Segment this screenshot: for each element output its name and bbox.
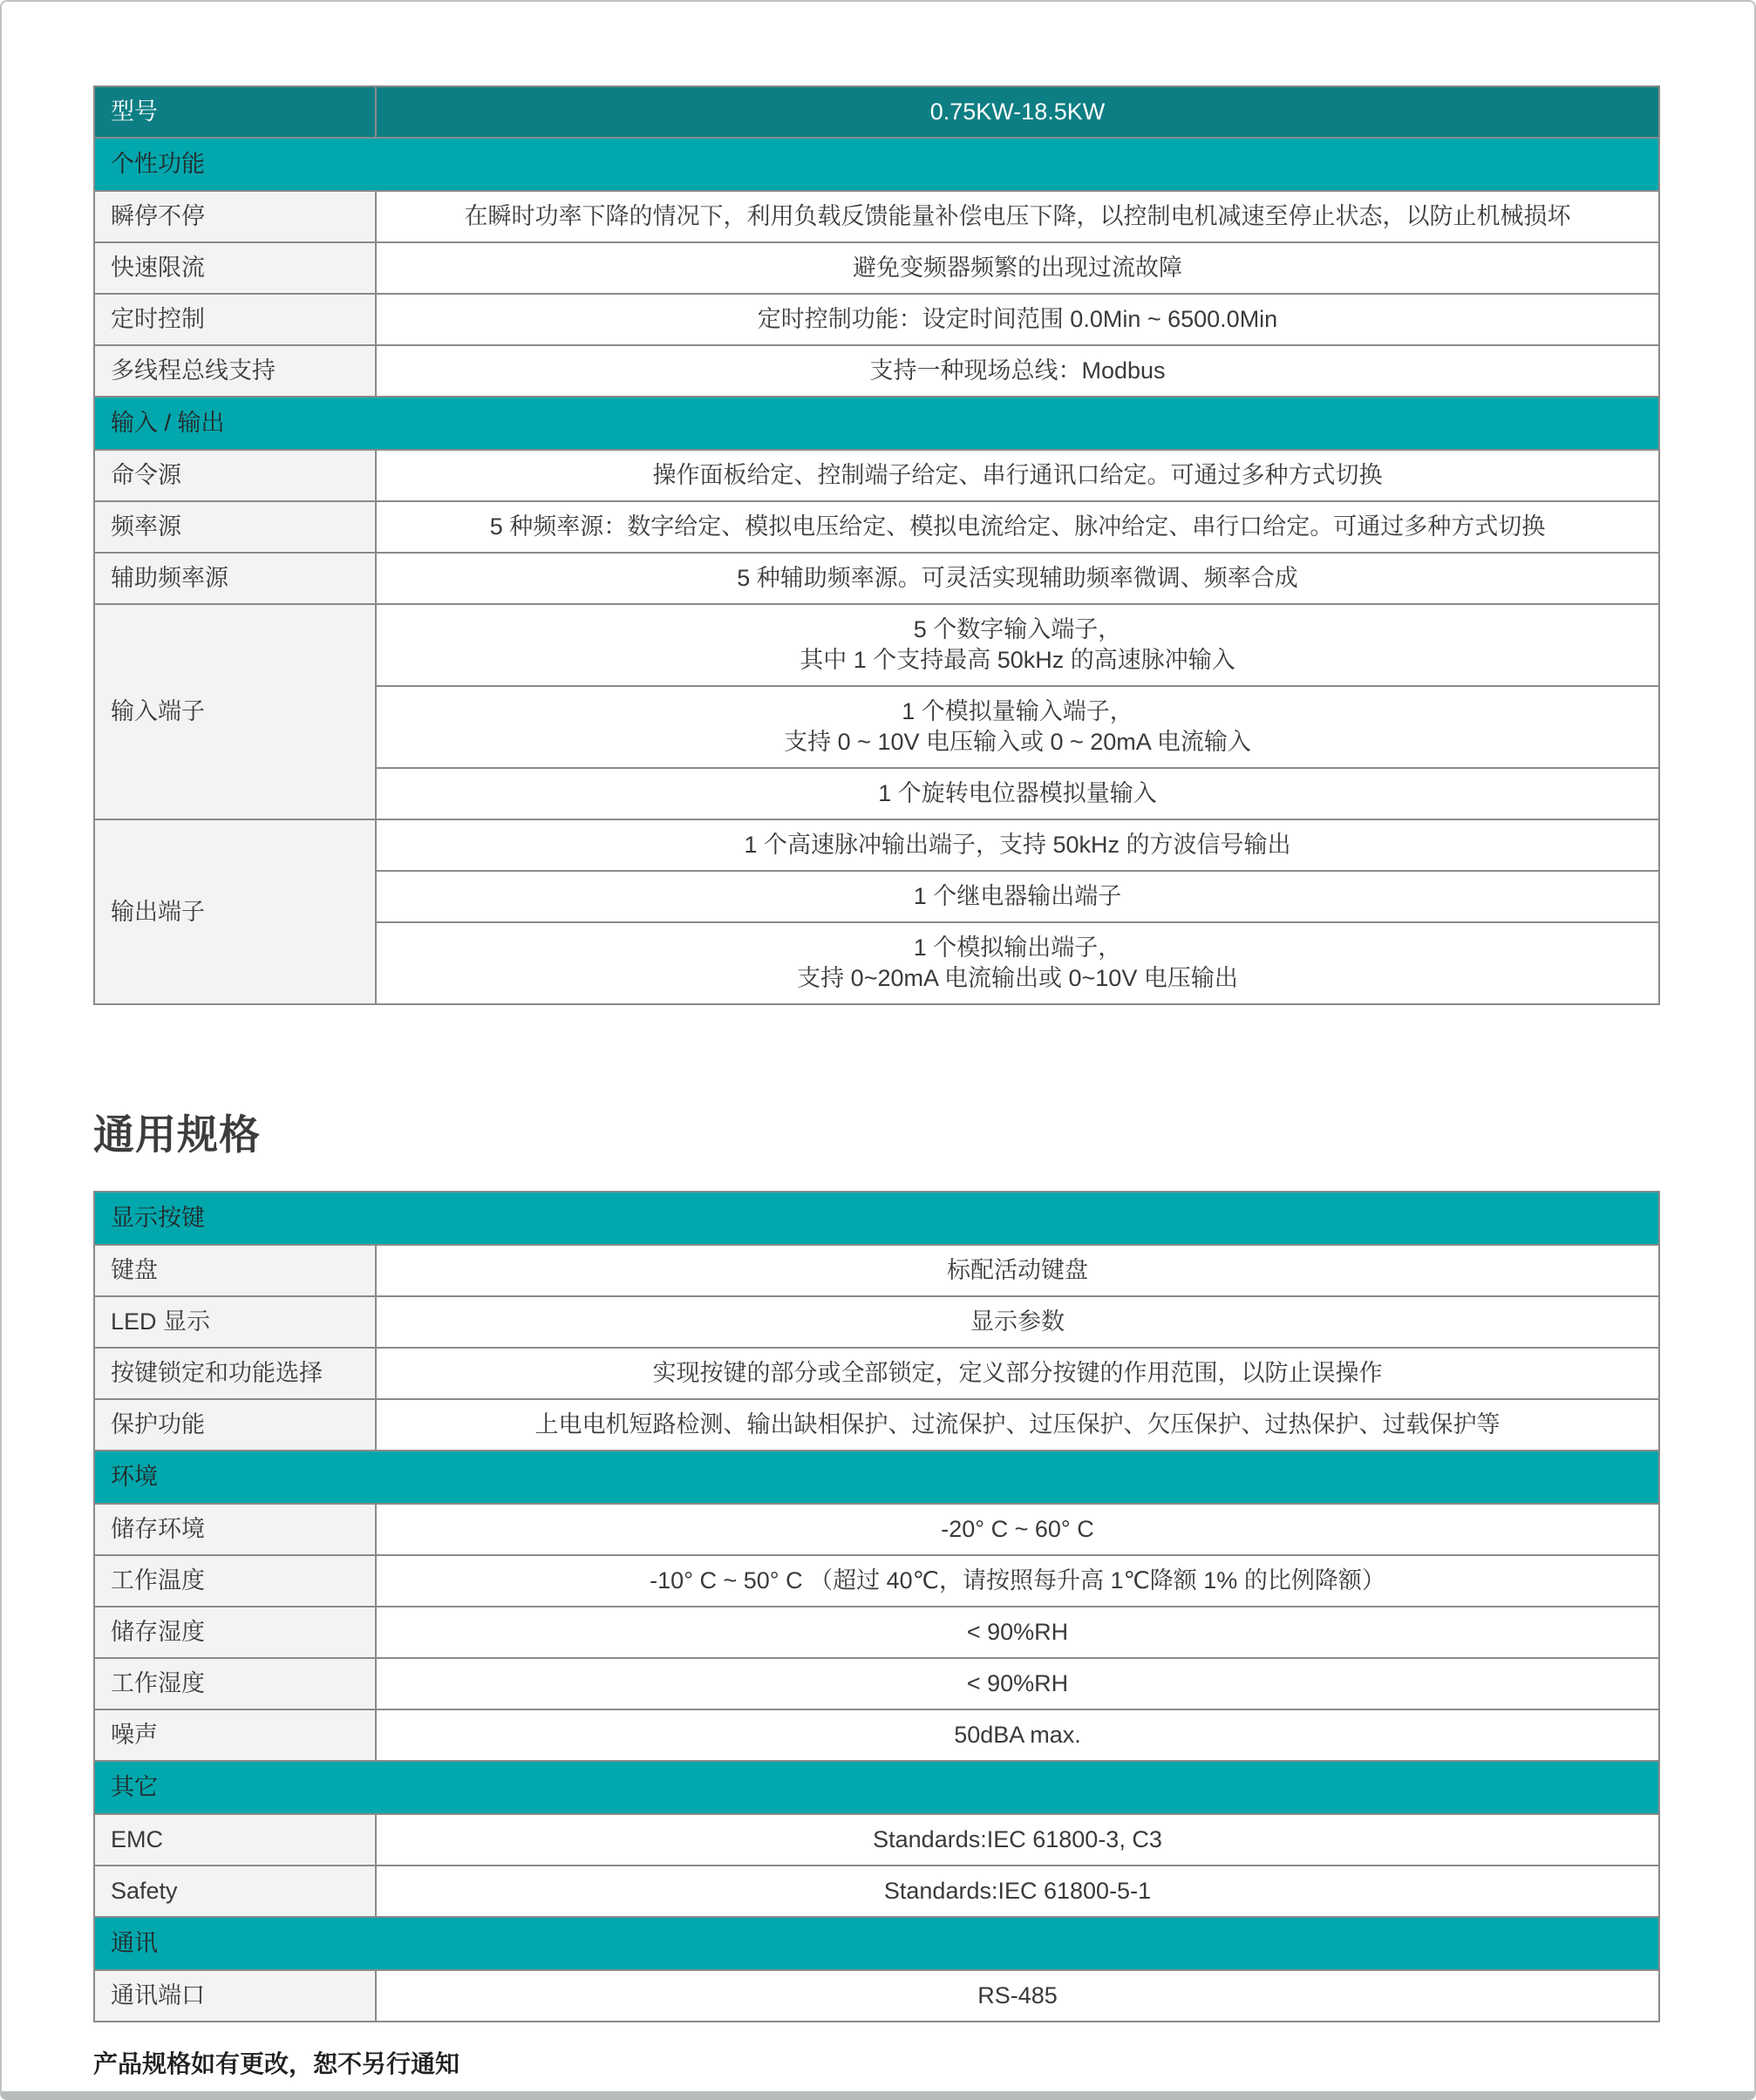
general-spec-table xyxy=(93,1191,1660,2022)
spec-row xyxy=(94,450,1659,501)
spec-row xyxy=(94,1970,1659,2022)
general-spec-title: 通用规格 xyxy=(93,1111,261,1158)
spec-label: 按键锁定和功能选择 xyxy=(94,1348,376,1399)
spec-value: 操作面板给定、控制端子给定、串行通讯口给定。可通过多种方式切换 xyxy=(376,450,1659,501)
spec-row xyxy=(94,1709,1659,1761)
spec-value: < 90%RH xyxy=(376,1658,1659,1709)
spec-label: 瞬停不停 xyxy=(94,191,376,242)
spec-label: Safety xyxy=(94,1866,376,1917)
model-value: 0.75KW-18.5KW xyxy=(376,86,1659,138)
spec-value: 避免变频器频繁的出现过流故障 xyxy=(376,242,1659,294)
section-header-label: 个性功能 xyxy=(94,138,1659,191)
spec-row xyxy=(94,553,1659,604)
model-header-row xyxy=(94,86,1659,138)
spec-value: 1 个继电器输出端子 xyxy=(376,871,1659,922)
spec-row xyxy=(94,1658,1659,1709)
spec-value: 实现按键的部分或全部锁定，定义部分按键的作用范围，以防止误操作 xyxy=(376,1348,1659,1399)
spec-row xyxy=(94,819,1659,871)
spec-row xyxy=(94,345,1659,397)
spec-label: 定时控制 xyxy=(94,294,376,345)
spec-value: 标配活动键盘 xyxy=(376,1245,1659,1296)
spec-label: 多线程总线支持 xyxy=(94,345,376,397)
spec-row xyxy=(94,191,1659,242)
spec-value: 在瞬时功率下降的情况下，利用负载反馈能量补偿电压下降，以控制电机减速至停止状态，以防止机械损坏 xyxy=(376,191,1659,242)
spec-value: 1 个旋转电位器模拟量输入 xyxy=(376,768,1659,819)
spec-value: 1 个高速脉冲输出端子，支持 50kHz 的方波信号输出 xyxy=(376,819,1659,871)
spec-label: 辅助频率源 xyxy=(94,553,376,604)
spec-value: -20° C ~ 60° C xyxy=(376,1504,1659,1555)
spec-row xyxy=(94,1814,1659,1866)
spec-row xyxy=(94,1245,1659,1296)
section-header-row xyxy=(94,1917,1659,1970)
spec-value: Standards:IEC 61800-3, C3 xyxy=(376,1814,1659,1866)
spec-value: RS-485 xyxy=(376,1970,1659,2022)
spec-label: 输入端子 xyxy=(94,604,376,819)
section-header-label: 环境 xyxy=(94,1451,1659,1504)
spec-label: 通讯端口 xyxy=(94,1970,376,2022)
spec-label: 工作湿度 xyxy=(94,1658,376,1709)
spec-value: 定时控制功能：设定时间范围 0.0Min ~ 6500.0Min xyxy=(376,294,1659,345)
spec-label: 储存湿度 xyxy=(94,1607,376,1658)
spec-row xyxy=(94,501,1659,553)
spec-label: 快速限流 xyxy=(94,242,376,294)
footer-note: 产品规格如有更改，恕不另行通知 xyxy=(93,2050,460,2077)
spec-row xyxy=(94,604,1659,686)
spec-value: 1 个模拟量输入端子， 支持 0 ~ 10V 电压输入或 0 ~ 20mA 电流输入 xyxy=(376,686,1659,768)
spec-value: Standards:IEC 61800-5-1 xyxy=(376,1866,1659,1917)
spec-value: -10° C ~ 50° C （超过 40℃，请按照每升高 1℃降额 1% 的比例降额） xyxy=(376,1555,1659,1607)
spec-value: 5 种辅助频率源。可灵活实现辅助频率微调、频率合成 xyxy=(376,553,1659,604)
section-header-row xyxy=(94,1451,1659,1504)
general-table-body xyxy=(94,1192,1659,2022)
spec-row xyxy=(94,1866,1659,1917)
spec-row xyxy=(94,1348,1659,1399)
section-header-label: 输入 / 输出 xyxy=(94,397,1659,450)
spec-row xyxy=(94,1555,1659,1607)
spec-label: 频率源 xyxy=(94,501,376,553)
section-header-label: 显示按键 xyxy=(94,1192,1659,1245)
spec-label: EMC xyxy=(94,1814,376,1866)
spec-value: 1 个模拟输出端子， 支持 0~20mA 电流输出或 0~10V 电压输出 xyxy=(376,922,1659,1004)
spec-label: 输出端子 xyxy=(94,819,376,1004)
spec-row xyxy=(94,1607,1659,1658)
spec-row xyxy=(94,1504,1659,1555)
spec-value: 5 个数字输入端子， 其中 1 个支持最高 50kHz 的高速脉冲输入 xyxy=(376,604,1659,686)
spec-row xyxy=(94,294,1659,345)
spec-value: 5 种频率源：数字给定、模拟电压给定、模拟电流给定、脉冲给定、串行口给定。可通过多种方式切换 xyxy=(376,501,1659,553)
features-spec-table xyxy=(93,85,1660,1005)
section-header-row xyxy=(94,138,1659,191)
spec-label: 储存环境 xyxy=(94,1504,376,1555)
spec-value: 显示参数 xyxy=(376,1296,1659,1348)
section-header-row xyxy=(94,1192,1659,1245)
spec-value: < 90%RH xyxy=(376,1607,1659,1658)
section-header-row xyxy=(94,397,1659,450)
spec-row xyxy=(94,242,1659,294)
spec-value: 50dBA max. xyxy=(376,1709,1659,1761)
spec-label: 命令源 xyxy=(94,450,376,501)
section-header-row xyxy=(94,1761,1659,1814)
spec-label: 键盘 xyxy=(94,1245,376,1296)
section-header-label: 通讯 xyxy=(94,1917,1659,1970)
spec-value: 上电电机短路检测、输出缺相保护、过流保护、过压保护、欠压保护、过热保护、过载保护等 xyxy=(376,1399,1659,1451)
section-header-label: 其它 xyxy=(94,1761,1659,1814)
spec-label: 保护功能 xyxy=(94,1399,376,1451)
spec-label: 工作温度 xyxy=(94,1555,376,1607)
spec-row xyxy=(94,1399,1659,1451)
spec-row xyxy=(94,1296,1659,1348)
spec-value: 支持一种现场总线：Modbus xyxy=(376,345,1659,397)
spec-label: 噪声 xyxy=(94,1709,376,1761)
spec-label: LED 显示 xyxy=(94,1296,376,1348)
features-table-body xyxy=(94,86,1659,1004)
model-label: 型号 xyxy=(94,86,376,138)
